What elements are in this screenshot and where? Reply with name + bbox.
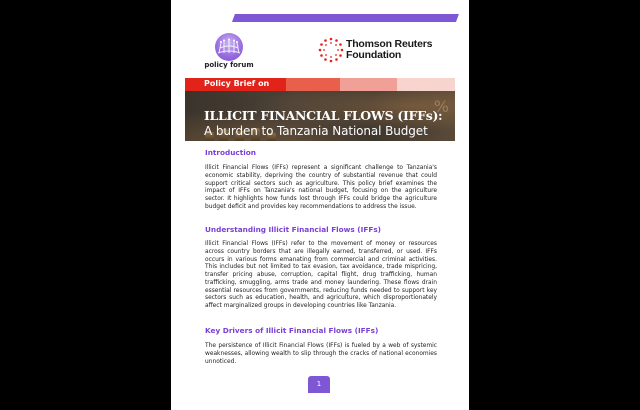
section-heading-introduction: Introduction bbox=[205, 148, 256, 157]
section-body-introduction: Illicit Financial Flows (IFFs) represent a significant challenge to Tanzania's economic stability, depriving the country of substantial revenue that could support critical sectors such as agriculture. This policy brief examines the impact of IFFs on Tanzania's national budget, focusing on the agriculture sector. It highlights how funds lost through IFFs could bridge the agriculture budget deficit and provides key recommendations to address the issue. bbox=[205, 165, 437, 210]
policy-brief-kicker: Policy Brief on bbox=[204, 79, 270, 88]
banner-background-image bbox=[185, 91, 455, 141]
trf-name-line2: Foundation bbox=[346, 49, 402, 61]
thomson-reuters-foundation-logo bbox=[318, 37, 458, 67]
section-heading-understanding-iffs: Understanding Illicit Financial Flows (IFFs) bbox=[205, 225, 382, 234]
document-page bbox=[171, 0, 469, 410]
dotted-ring-icon bbox=[318, 37, 344, 63]
trf-name bbox=[346, 39, 432, 61]
section-heading-key-drivers: Key Drivers of Illicit Financial Flows (IFFs) bbox=[205, 326, 379, 335]
document-title: ILLICIT FINANCIAL FLOWS (IFFs): bbox=[204, 108, 443, 123]
policy-forum-logo bbox=[199, 33, 259, 73]
trf-name-line1: Thomson Reuters bbox=[346, 38, 433, 50]
section-body-key-drivers: The persistence of Illicit Financial Flows (IFFs) is fueled by a web of systemic weaknesses, allowing wealth to slip through the cracks of national economies unnoticed. bbox=[205, 343, 437, 365]
title-banner bbox=[185, 78, 455, 141]
page-number-tab: 1 bbox=[308, 376, 330, 393]
section-body-understanding-iffs: Illicit Financial Flows (IFFs) refer to the movement of money or resources across country borders that are illegally earned, transferred, or used. IFFs occurs in various forms emanating from commercial and criminal activities. This includes but not limited to tax evasion, tax avoidance, trade mispricing, transfer pricing abuse, corruption, capital flight, drug trafficking, human trafficking, smuggling, arms trade and money laundering. These flows drain essential resources from governments, reducing funds needed to support key sectors such as education, health, and agriculture, which disproportionately affect marginalized groups in developing countries like Tanzania. bbox=[205, 241, 437, 309]
percent-symbol-decor: % bbox=[433, 97, 449, 116]
policy-forum-name: policy forum bbox=[204, 61, 254, 69]
document-subtitle: A burden to Tanzania National Budget bbox=[204, 124, 428, 138]
accent-bar bbox=[232, 14, 459, 22]
crown-circle-icon bbox=[215, 33, 243, 61]
